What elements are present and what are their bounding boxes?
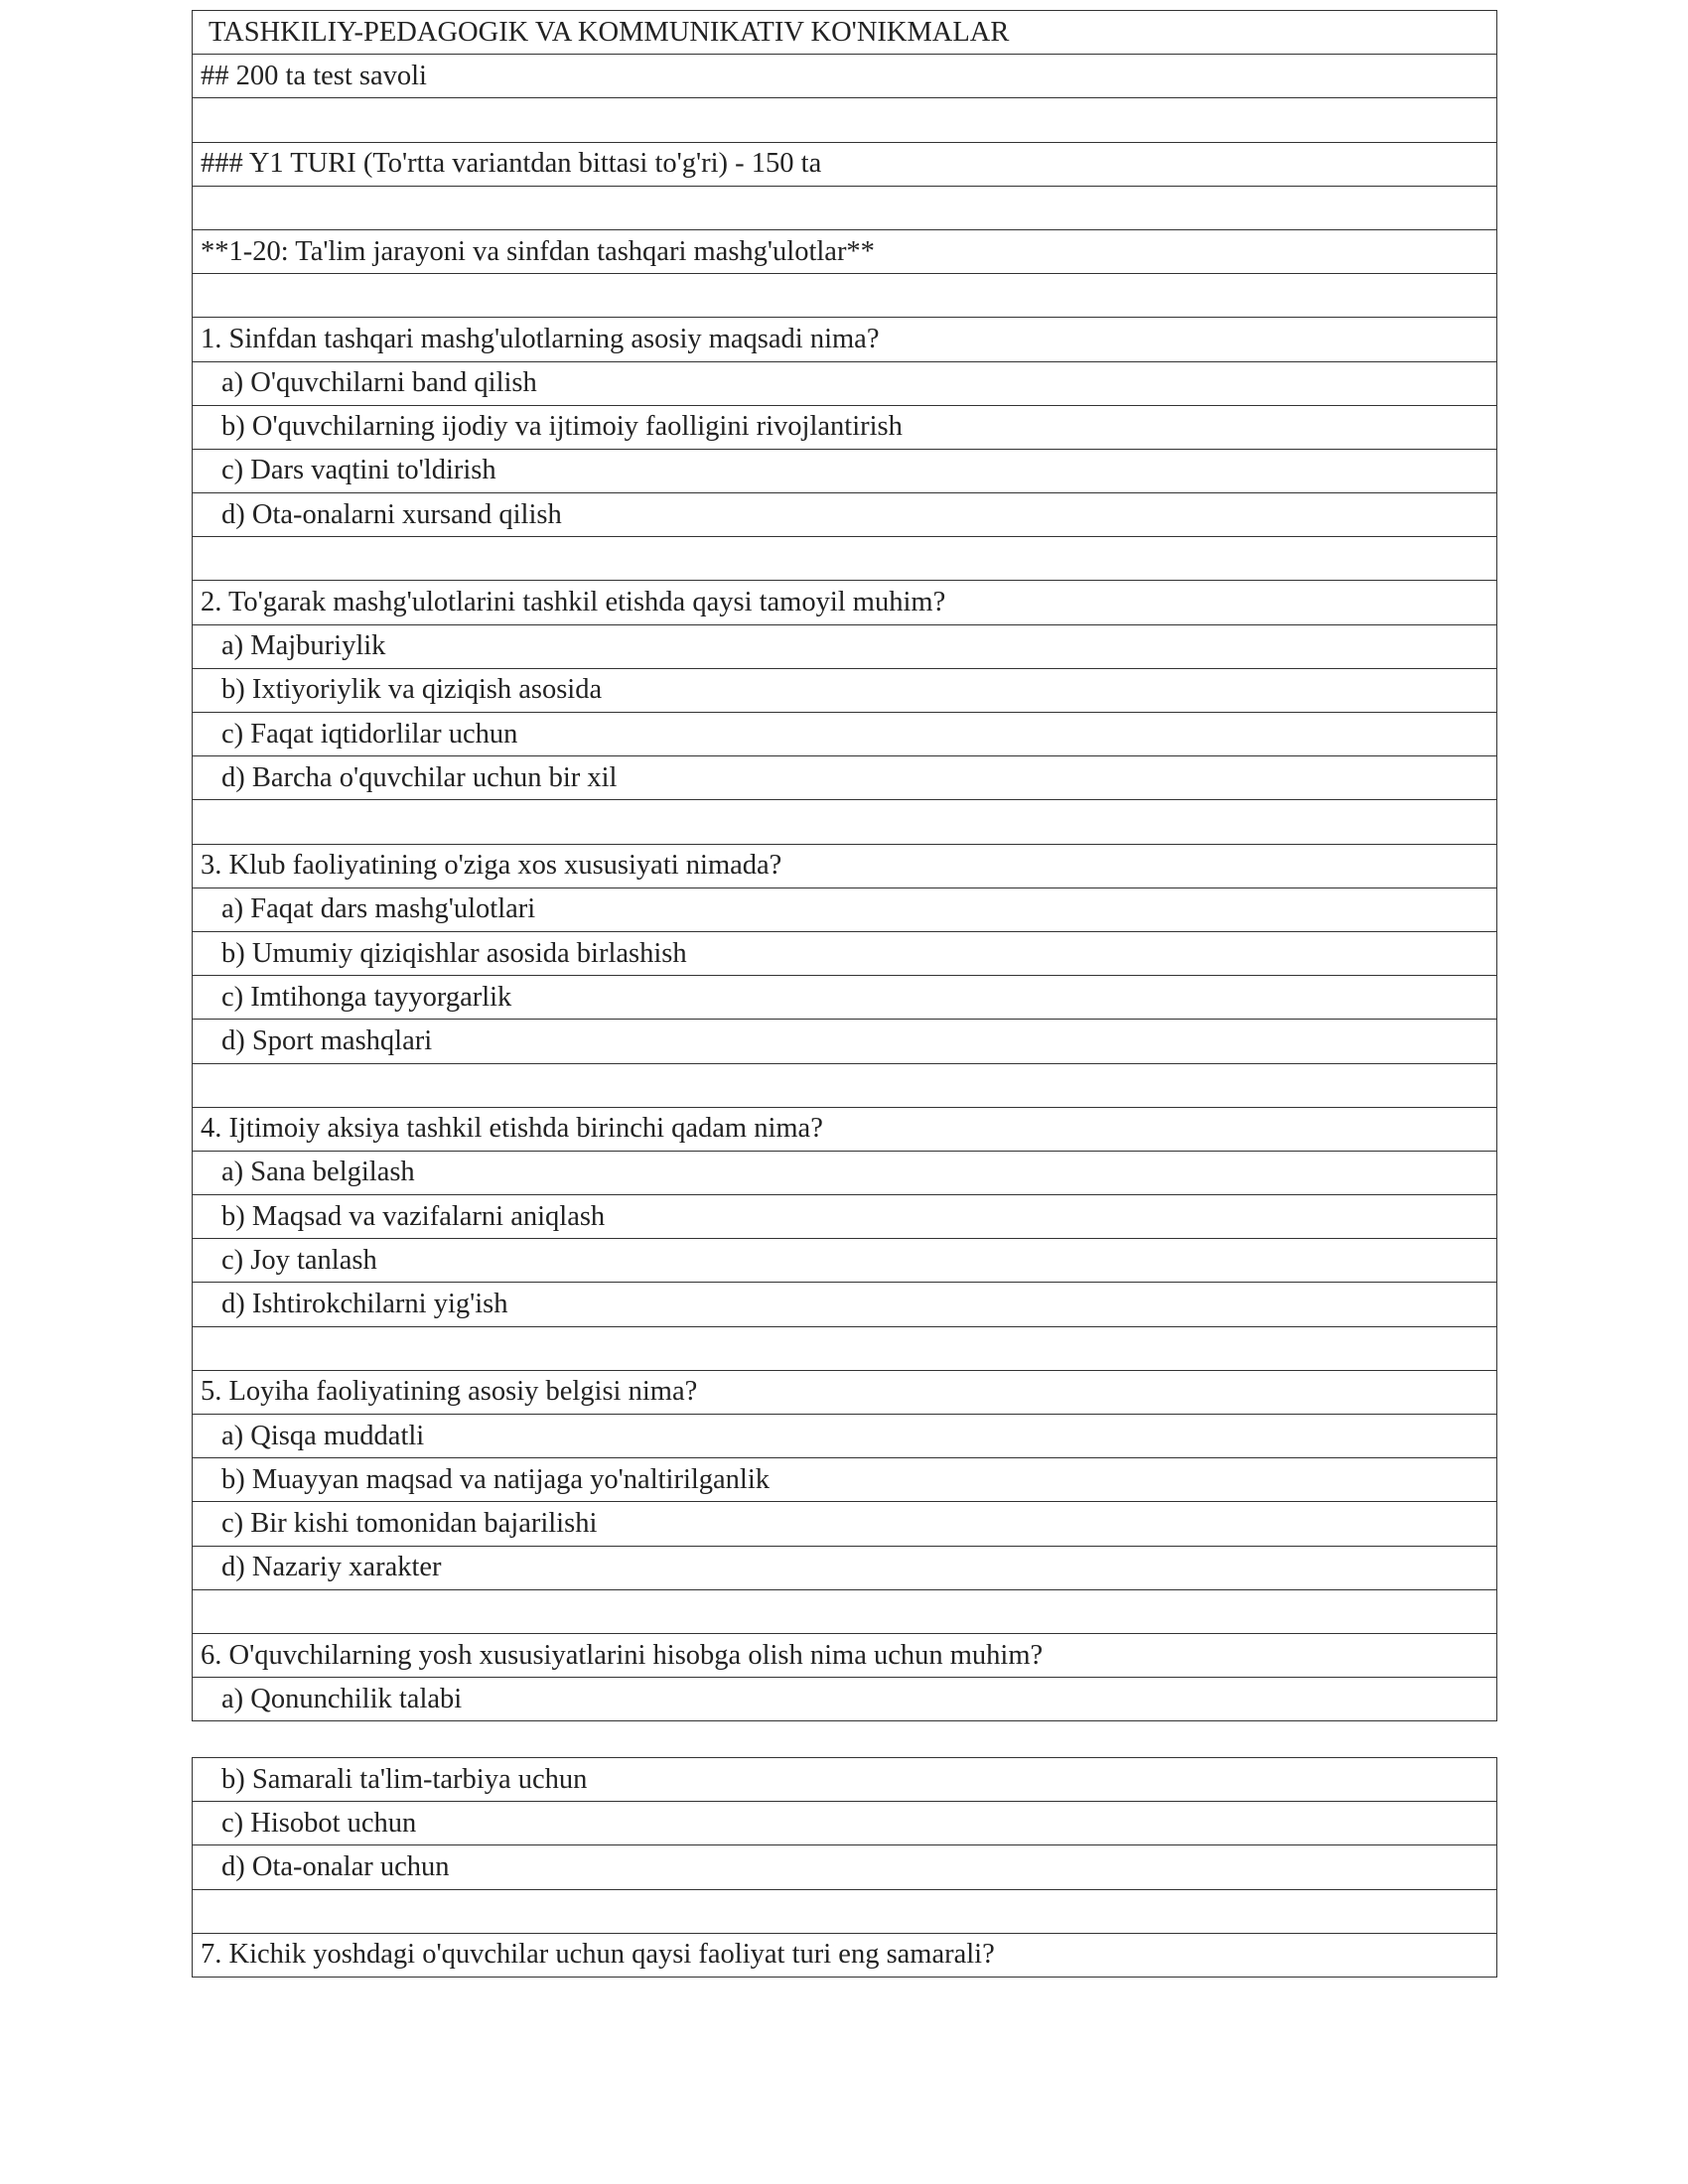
answer-option-row: b) Muayyan maqsad va natijaga yo'naltirilganlik bbox=[193, 1458, 1496, 1502]
answer-option-row: c) Joy tanlash bbox=[193, 1239, 1496, 1283]
question-row: 2. To'garak mashg'ulotlarini tashkil etishda qaysi tamoyil muhim? bbox=[193, 581, 1496, 624]
answer-option-row: a) Faqat dars mashg'ulotlari bbox=[193, 888, 1496, 932]
answer-option-row: d) Sport mashqlari bbox=[193, 1020, 1496, 1063]
answer-option-row: a) Qonunchilik talabi bbox=[193, 1678, 1496, 1721]
empty-row bbox=[193, 274, 1496, 318]
answer-option-row: c) Dars vaqtini to'ldirish bbox=[193, 450, 1496, 493]
test-table-part-1 bbox=[192, 10, 1497, 1721]
question-row: 1. Sinfdan tashqari mashg'ulotlarning asosiy maqsadi nima? bbox=[193, 318, 1496, 361]
empty-row bbox=[193, 1327, 1496, 1371]
answer-option-row: a) O'quvchilarni band qilish bbox=[193, 362, 1496, 406]
question-row: 7. Kichik yoshdagi o'quvchilar uchun qaysi faoliyat turi eng samarali? bbox=[193, 1934, 1496, 1978]
empty-row bbox=[193, 800, 1496, 844]
answer-option-row: d) Ota-onalarni xursand qilish bbox=[193, 493, 1496, 537]
answer-option-row: d) Barcha o'quvchilar uchun bir xil bbox=[193, 756, 1496, 800]
answer-option-row: d) Nazariy xarakter bbox=[193, 1547, 1496, 1590]
question-row: 6. O'quvchilarning yosh xususiyatlarini hisobga olish nima uchun muhim? bbox=[193, 1634, 1496, 1678]
answer-option-row: a) Qisqa muddatli bbox=[193, 1415, 1496, 1458]
answer-option-row: b) Maqsad va vazifalarni aniqlash bbox=[193, 1195, 1496, 1239]
answer-option-row: c) Imtihonga tayyorgarlik bbox=[193, 976, 1496, 1020]
empty-row bbox=[193, 1064, 1496, 1108]
heading-row: **1-20: Ta'lim jarayoni va sinfdan tashqari mashg'ulotlar** bbox=[193, 230, 1496, 274]
answer-option-row: c) Faqat iqtidorlilar uchun bbox=[193, 713, 1496, 756]
heading-row: ## 200 ta test savoli bbox=[193, 55, 1496, 98]
answer-option-row: d) Ishtirokchilarni yig'ish bbox=[193, 1283, 1496, 1326]
question-row: 4. Ijtimoiy aksiya tashkil etishda birinchi qadam nima? bbox=[193, 1108, 1496, 1152]
answer-option-row: d) Ota-onalar uchun bbox=[193, 1845, 1496, 1889]
test-table-part-2 bbox=[192, 1757, 1497, 1978]
answer-option-row: c) Bir kishi tomonidan bajarilishi bbox=[193, 1502, 1496, 1546]
answer-option-row: a) Majburiylik bbox=[193, 625, 1496, 669]
answer-option-row: b) Samarali ta'lim-tarbiya uchun bbox=[193, 1758, 1496, 1802]
answer-option-row: b) Ixtiyoriylik va qiziqish asosida bbox=[193, 669, 1496, 713]
question-row: 5. Loyiha faoliyatining asosiy belgisi nima? bbox=[193, 1371, 1496, 1415]
empty-row bbox=[193, 1590, 1496, 1634]
empty-row bbox=[193, 187, 1496, 230]
question-row: 3. Klub faoliyatining o'ziga xos xususiyati nimada? bbox=[193, 845, 1496, 888]
empty-row bbox=[193, 98, 1496, 142]
answer-option-row: c) Hisobot uchun bbox=[193, 1802, 1496, 1845]
heading-row: ### Y1 TURI (To'rtta variantdan bittasi to'g'ri) - 150 ta bbox=[193, 143, 1496, 187]
empty-row bbox=[193, 1890, 1496, 1934]
answer-option-row: a) Sana belgilash bbox=[193, 1152, 1496, 1195]
answer-option-row: b) O'quvchilarning ijodiy va ijtimoiy faolligini rivojlantirish bbox=[193, 406, 1496, 450]
answer-option-row: b) Umumiy qiziqishlar asosida birlashish bbox=[193, 932, 1496, 976]
document-title: TASHKILIY-PEDAGOGIK VA KOMMUNIKATIV KO'NIKMALAR bbox=[193, 11, 1496, 55]
empty-row bbox=[193, 537, 1496, 581]
